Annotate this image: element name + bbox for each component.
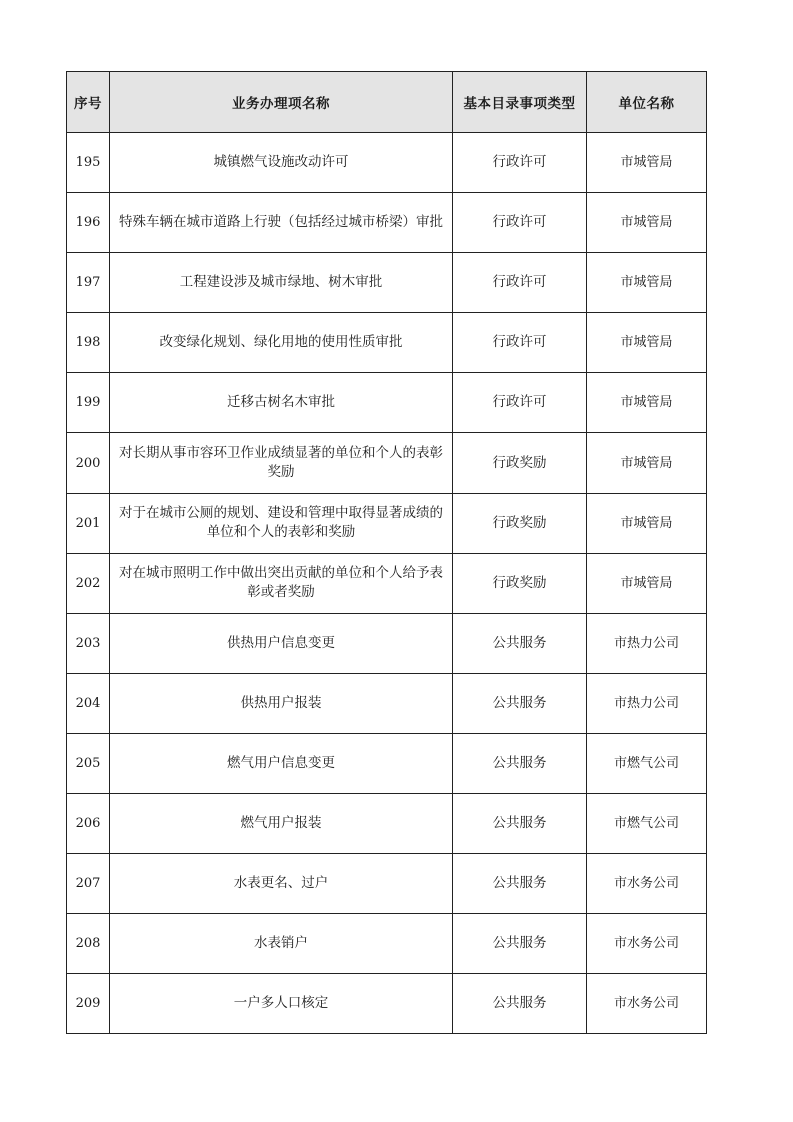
cell-item-type: 公共服务 [453, 733, 587, 793]
table-row [67, 493, 707, 553]
table-row [67, 613, 707, 673]
cell-unit-name: 市城管局 [587, 313, 707, 373]
table-header [67, 72, 707, 133]
cell-unit-name: 市城管局 [587, 193, 707, 253]
cell-item-name: 燃气用户信息变更 [110, 733, 453, 793]
cell-serial-number: 197 [67, 253, 110, 313]
cell-item-name: 特殊车辆在城市道路上行驶（包括经过城市桥梁）审批 [110, 193, 453, 253]
table-row [67, 253, 707, 313]
header-unit-name: 单位名称 [587, 72, 707, 133]
header-row [67, 72, 707, 133]
table-row [67, 974, 707, 1034]
cell-item-name: 一户多人口核定 [110, 974, 453, 1034]
cell-item-type: 公共服务 [453, 673, 587, 733]
cell-unit-name: 市燃气公司 [587, 733, 707, 793]
service-items-table [66, 71, 707, 1034]
cell-item-type: 行政奖励 [453, 493, 587, 553]
cell-item-name: 水表更名、过户 [110, 854, 453, 914]
cell-serial-number: 196 [67, 193, 110, 253]
cell-unit-name: 市水务公司 [587, 854, 707, 914]
cell-item-type: 行政许可 [453, 373, 587, 433]
cell-item-name: 工程建设涉及城市绿地、树木审批 [110, 253, 453, 313]
cell-unit-name: 市城管局 [587, 433, 707, 493]
cell-serial-number: 201 [67, 493, 110, 553]
cell-unit-name: 市城管局 [587, 133, 707, 193]
header-item-name: 业务办理项名称 [110, 72, 453, 133]
table-row [67, 133, 707, 193]
cell-unit-name: 市城管局 [587, 253, 707, 313]
table-row [67, 854, 707, 914]
cell-serial-number: 208 [67, 914, 110, 974]
cell-unit-name: 市水务公司 [587, 974, 707, 1034]
cell-unit-name: 市热力公司 [587, 613, 707, 673]
table-row [67, 553, 707, 613]
cell-item-name: 迁移古树名木审批 [110, 373, 453, 433]
table-row [67, 193, 707, 253]
cell-item-name: 对长期从事市容环卫作业成绩显著的单位和个人的表彰奖励 [110, 433, 453, 493]
table-body [67, 133, 707, 1034]
cell-item-name: 水表销户 [110, 914, 453, 974]
cell-unit-name: 市城管局 [587, 373, 707, 433]
cell-item-type: 公共服务 [453, 854, 587, 914]
header-item-type: 基本目录事项类型 [453, 72, 587, 133]
cell-item-name: 对在城市照明工作中做出突出贡献的单位和个人给予表彰或者奖励 [110, 553, 453, 613]
cell-item-type: 公共服务 [453, 974, 587, 1034]
cell-serial-number: 195 [67, 133, 110, 193]
cell-serial-number: 203 [67, 613, 110, 673]
cell-item-name: 城镇燃气设施改动许可 [110, 133, 453, 193]
cell-item-name: 供热用户报装 [110, 673, 453, 733]
cell-item-type: 行政许可 [453, 193, 587, 253]
cell-item-type: 行政许可 [453, 313, 587, 373]
cell-unit-name: 市城管局 [587, 493, 707, 553]
cell-unit-name: 市热力公司 [587, 673, 707, 733]
table-row [67, 914, 707, 974]
cell-serial-number: 198 [67, 313, 110, 373]
table-row [67, 373, 707, 433]
cell-item-type: 行政奖励 [453, 553, 587, 613]
cell-serial-number: 200 [67, 433, 110, 493]
cell-item-type: 行政许可 [453, 253, 587, 313]
table-row [67, 733, 707, 793]
cell-item-type: 公共服务 [453, 794, 587, 854]
cell-unit-name: 市燃气公司 [587, 794, 707, 854]
header-serial-number: 序号 [67, 72, 110, 133]
cell-serial-number: 206 [67, 794, 110, 854]
cell-item-name: 对于在城市公厕的规划、建设和管理中取得显著成绩的单位和个人的表彰和奖励 [110, 493, 453, 553]
cell-item-type: 行政奖励 [453, 433, 587, 493]
cell-serial-number: 207 [67, 854, 110, 914]
cell-item-type: 公共服务 [453, 613, 587, 673]
cell-item-name: 改变绿化规划、绿化用地的使用性质审批 [110, 313, 453, 373]
cell-unit-name: 市水务公司 [587, 914, 707, 974]
cell-item-name: 供热用户信息变更 [110, 613, 453, 673]
document-page [66, 71, 706, 1034]
table-row [67, 794, 707, 854]
table-row [67, 313, 707, 373]
cell-serial-number: 204 [67, 673, 110, 733]
cell-item-name: 燃气用户报装 [110, 794, 453, 854]
cell-serial-number: 199 [67, 373, 110, 433]
cell-unit-name: 市城管局 [587, 553, 707, 613]
cell-item-type: 公共服务 [453, 914, 587, 974]
cell-serial-number: 202 [67, 553, 110, 613]
cell-serial-number: 209 [67, 974, 110, 1034]
table-row [67, 433, 707, 493]
cell-serial-number: 205 [67, 733, 110, 793]
cell-item-type: 行政许可 [453, 133, 587, 193]
table-row [67, 673, 707, 733]
